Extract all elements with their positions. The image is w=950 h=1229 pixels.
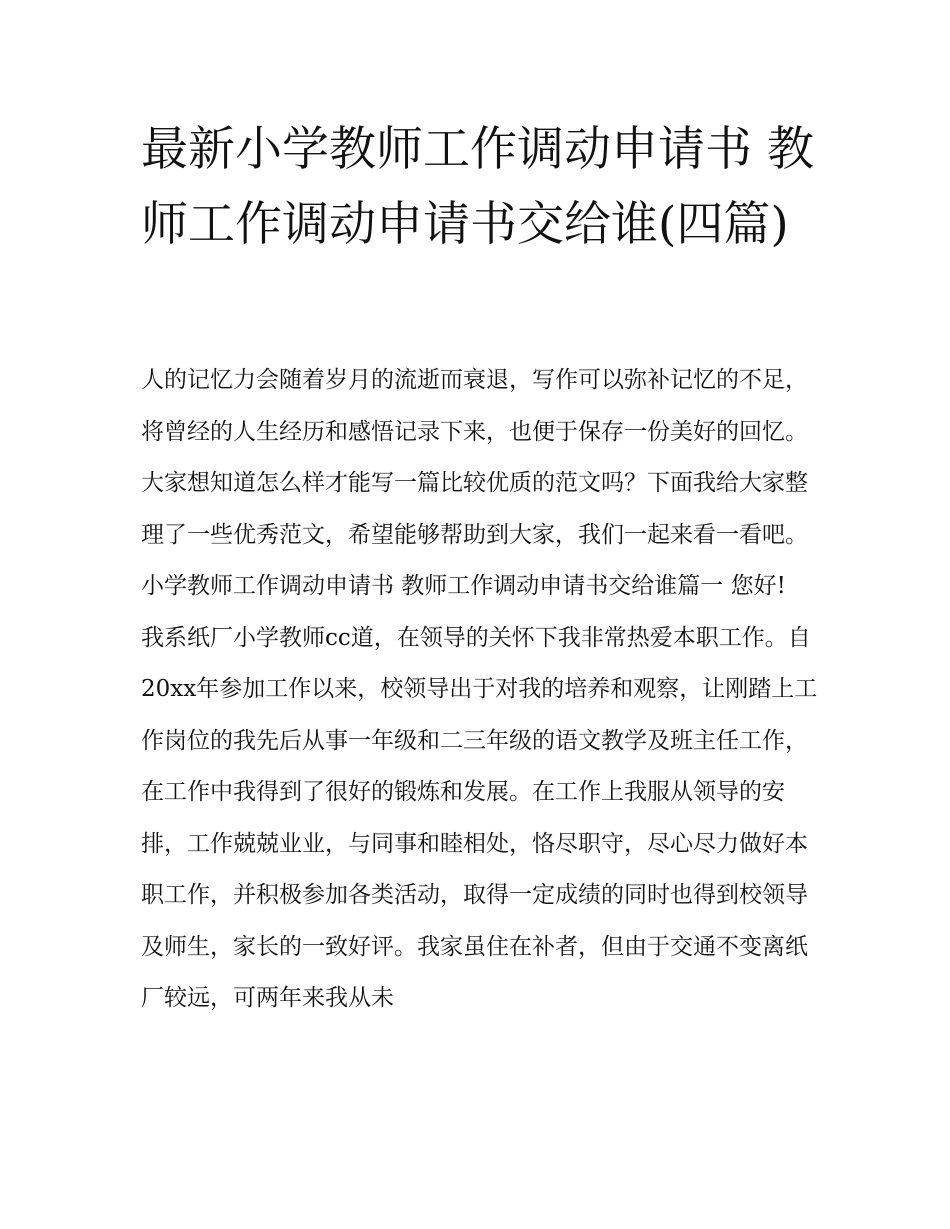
paragraph-intro: 人的记忆力会随着岁月的流逝而衰退，写作可以弥补记忆的不足，将曾经的人生经历和感悟记录下来，也便于保存一份美好的回忆。大家想知道怎么样才能写一篇比较优质的范文吗？下面我给大家整理了一些优秀范文，希望能够帮助到大家，我们一起来看一看吧。 xyxy=(141,367,808,548)
document-body xyxy=(141,355,821,1025)
paragraph-heading: 小学教师工作调动申请书 教师工作调动申请书交给谁篇一 您好! xyxy=(141,573,786,599)
paragraph-main: 我系纸厂小学教师cc道，在领导的关怀下我非常热爱本职工作。自20xx年参加工作以来，校领导出于对我的培养和观察，让刚踏上工作岗位的我先后从事一年级和二三年级的语文教学及班主任工作，在工作中我得到了很好的锻炼和发展。在工作上我服从领导的安排，工作兢兢业业，与同事和睦相处，恪尽职守，尽心尽力做好本职工作，并积极参加各类活动，取得一定成绩的同时也得到校领导及师生，家长的一致好评。我家虽住在补者，但由于交通不变离纸厂较远，可两年来我从未 xyxy=(141,624,818,1011)
document-title: 最新小学教师工作调动申请书 教师工作调动申请书交给谁(四篇) xyxy=(141,122,814,252)
